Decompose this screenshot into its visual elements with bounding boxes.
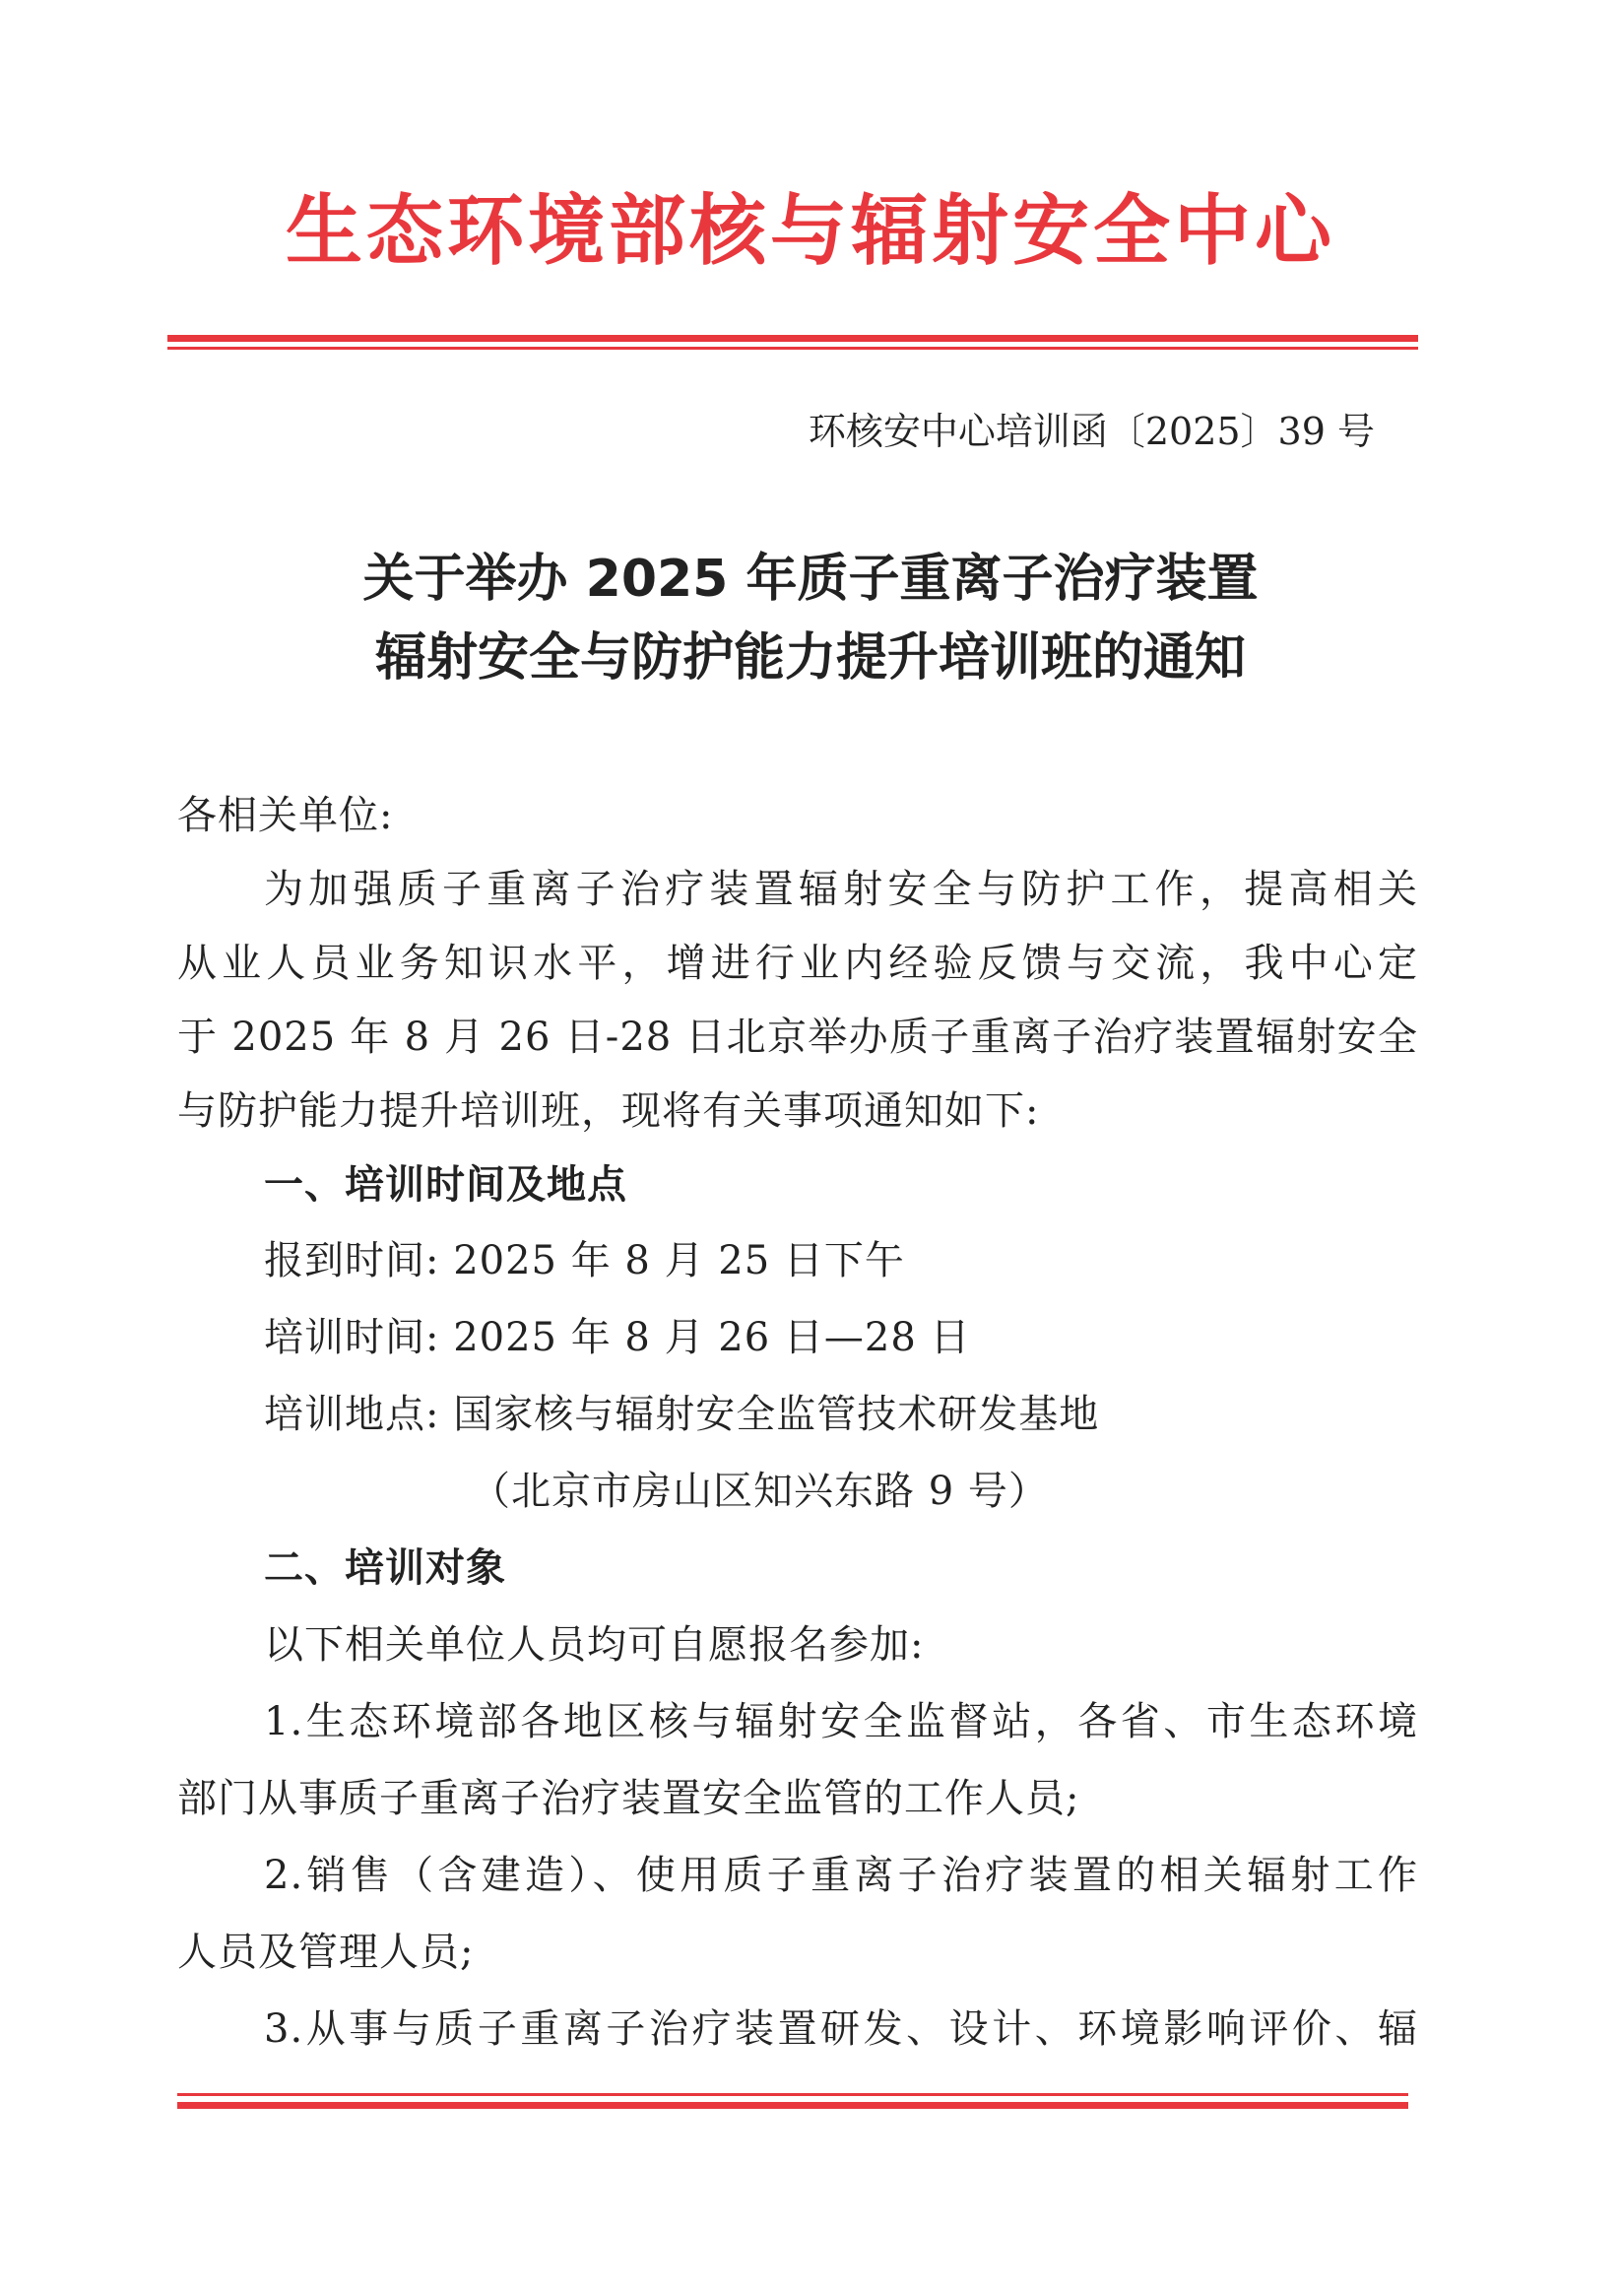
target-item-3-line-1: 3.从事与质子重离子治疗装置研发、设计、环境影响评价、辐 xyxy=(264,2006,1418,2052)
report-time: 报到时间: 2025 年 8 月 25 日下午 xyxy=(264,1238,905,1283)
salutation: 各相关单位: xyxy=(177,793,394,838)
target-item-2-line-1: 2.销售（含建造）、使用质子重离子治疗装置的相关辐射工作 xyxy=(264,1853,1418,1898)
org-letterhead-title: 生态环境部核与辐射安全中心 xyxy=(285,187,1335,276)
paragraph-1-line-3: 于 2025 年 8 月 26 日-28 日北京举办质子重离子治疗装置辐射安全 xyxy=(177,1015,1418,1060)
header-rule-thin xyxy=(167,347,1418,350)
target-item-1-line-1: 1.生态环境部各地区核与辐射安全监督站，各省、市生态环境 xyxy=(264,1699,1418,1744)
target-item-1-line-2: 部门从事质子重离子治疗装置安全监管的工作人员; xyxy=(177,1776,1080,1821)
notice-title-line-1: 关于举办 2025 年质子重离子治疗装置 xyxy=(362,550,1259,609)
paragraph-1-line-2: 从业人员业务知识水平，增进行业内经验反馈与交流，我中心定 xyxy=(177,941,1418,986)
footer-rule-thin xyxy=(177,2093,1408,2096)
target-item-2-line-2: 人员及管理人员; xyxy=(177,1930,475,1975)
paragraph-1-line-4: 与防护能力提升培训班，现将有关事项通知如下: xyxy=(177,1088,1040,1134)
training-address: （北京市房山区知兴东路 9 号） xyxy=(471,1469,1049,1514)
notice-title-line-2: 辐射安全与防护能力提升培训班的通知 xyxy=(374,628,1246,688)
targets-intro: 以下相关单位人员均可自愿报名参加: xyxy=(264,1622,925,1668)
paragraph-1-line-1: 为加强质子重离子治疗装置辐射安全与防护工作，提高相关 xyxy=(264,867,1418,912)
footer-rule-thick xyxy=(177,2102,1408,2109)
section-2-heading: 二、培训对象 xyxy=(264,1545,506,1591)
section-1-heading: 一、培训时间及地点 xyxy=(264,1162,627,1208)
training-time: 培训时间: 2025 年 8 月 26 日—28 日 xyxy=(264,1315,971,1360)
training-location: 培训地点: 国家核与辐射安全监管技术研发基地 xyxy=(264,1392,1100,1437)
header-rule-thick xyxy=(167,335,1418,342)
document-number: 环核安中心培训函〔2025〕39 号 xyxy=(808,410,1375,453)
